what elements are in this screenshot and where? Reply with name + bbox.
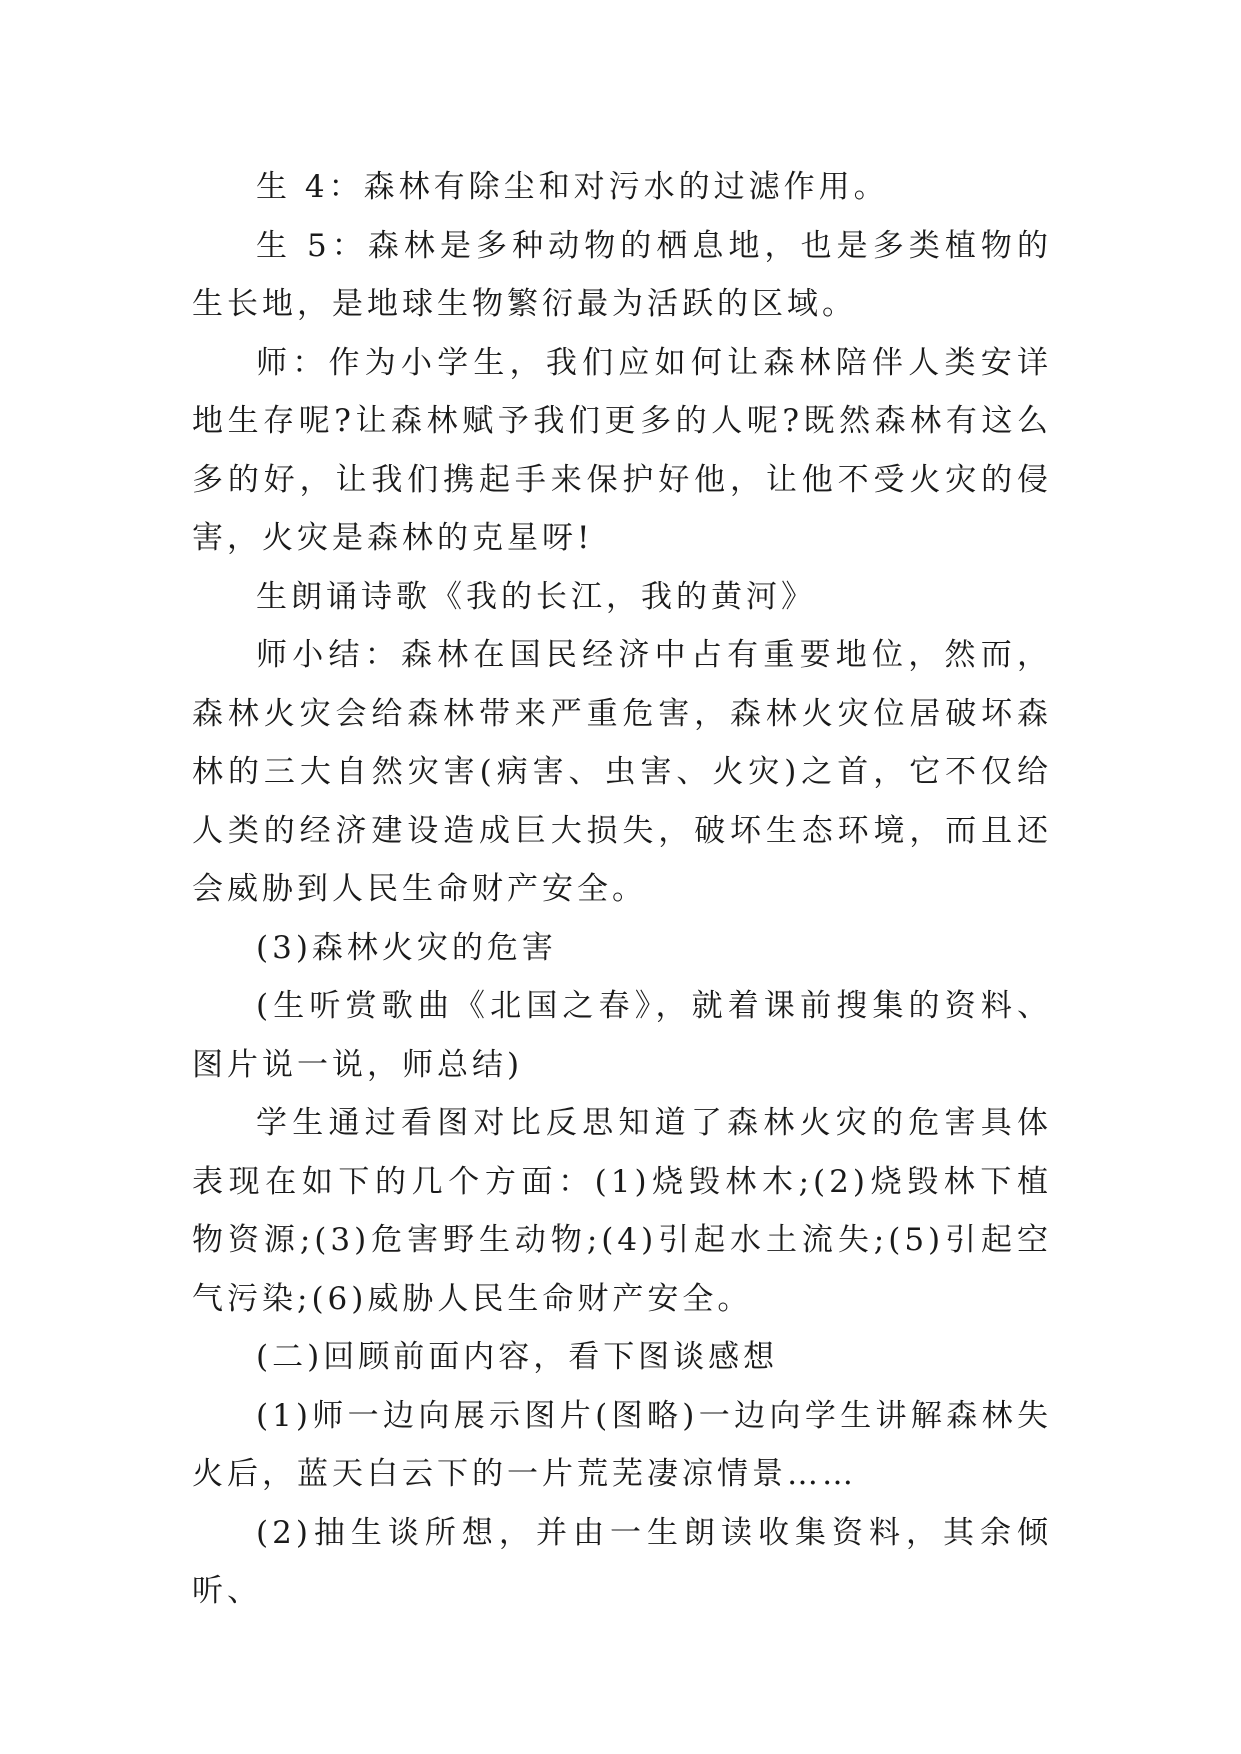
paragraph: 生 5：森林是多种动物的栖息地，也是多类植物的生长地，是地球生物繁衍最为活跃的区域。	[192, 227, 1052, 322]
paragraph: 学生通过看图对比反思知道了森林火灾的危害具体表现在如下的几个方面：(1)烧毁林木;(2)烧毁林下植物资源;(3)危害野生动物;(4)引起水土流失;(5)引起空气污染;(6)威胁人民生命财产安全。	[192, 1105, 1052, 1317]
paragraph: (生听赏歌曲《北国之春》，就着课前搜集的资料、图片说一说，师总结)	[192, 988, 1052, 1083]
paragraph: 生 4：森林有除尘和对污水的过滤作用。	[256, 169, 889, 205]
paragraph: (3)森林火灾的危害	[256, 929, 557, 966]
paragraph: 师小结：森林在国民经济中占有重要地位，然而，森林火灾会给森林带来严重危害，森林火灾位居破坏森林的三大自然灾害(病害、虫害、火灾)之首，它不仅给人类的经济建设造成巨大损失，破坏生态环境，而且还会威胁到人民生命财产安全。	[192, 637, 1052, 907]
paragraph: (1)师一边向展示图片(图略)一边向学生讲解森林失火后，蓝天白云下的一片荒芜凄凉情景……	[192, 1397, 1052, 1492]
paragraph: (二)回顾前面内容，看下图谈感想	[256, 1339, 779, 1375]
paragraph: 生朗诵诗歌《我的长江，我的黄河》	[256, 578, 816, 615]
paragraph: 师：作为小学生，我们应如何让森林陪伴人类安详地生存呢?让森林赋予我们更多的人呢?既然森林有这么多的好，让我们携起手来保护好他，让他不受火灾的侵害，火灾是森林的克星呀!	[192, 344, 1052, 556]
paragraph: (2)抽生谈所想，并由一生朗读收集资料，其余倾听、	[192, 1514, 1052, 1609]
document-body	[192, 158, 1052, 1621]
